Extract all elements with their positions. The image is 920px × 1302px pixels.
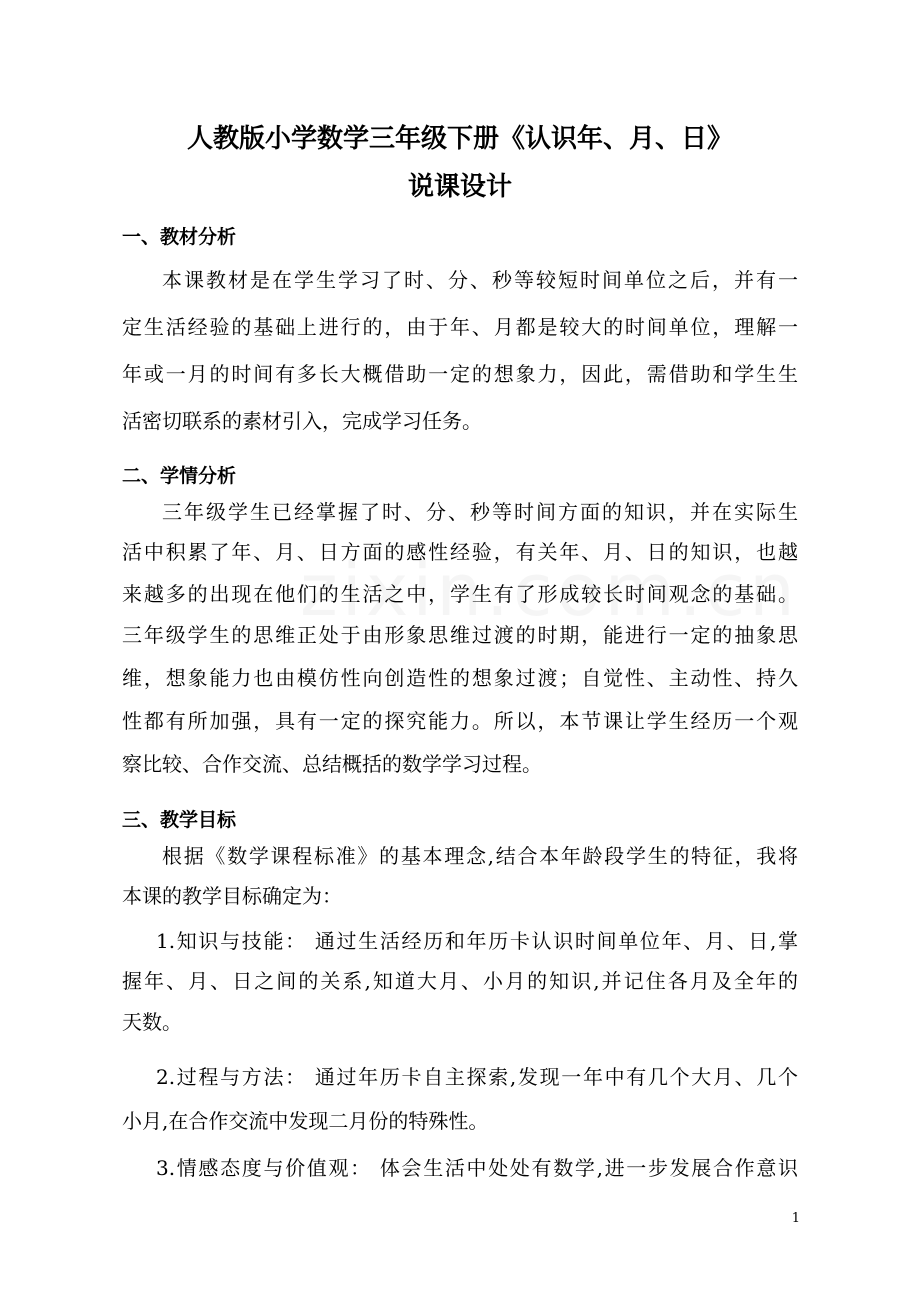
paragraph-line: 本课的教学目标确定为：	[122, 884, 342, 908]
document-subtitle: 说课设计	[407, 172, 512, 202]
paragraph-line: 小月,在合作交流中发现二月份的特殊性。	[122, 1109, 489, 1133]
paragraph-line: 察比较、合作交流、总结概括的数学学习过程。	[122, 752, 542, 776]
paragraph-line: 性都有所加强，具有一定的探究能力。所以，本节课让学生经历一个观	[122, 709, 798, 733]
paragraph-line: 定生活经验的基础上进行的，由于年、月都是较大的时间单位，理解一	[122, 315, 798, 339]
paragraph-line: 握年、月、日之间的关系,知道大月、小月的知识,并记住各月及全年的	[122, 969, 798, 993]
paragraph-line: 本课教材是在学生学习了时、分、秒等较短时间单位之后，并有一	[162, 268, 798, 292]
paragraph-line: 三年级学生的思维正处于由形象思维过渡的时期，能进行一定的抽象思	[122, 623, 798, 647]
goal-process-methods: 2.过程与方法： 通过年历卡自主探索,发现一年中有几个大月、几个	[156, 1065, 798, 1089]
page-number: 1	[791, 1211, 800, 1226]
goal-emotion-values: 3.情感态度与价值观： 体会生活中处处有数学,进一步发展合作意识	[156, 1156, 798, 1180]
section-heading-teaching-goals: 三、教学目标	[122, 809, 237, 831]
paragraph-line: 活密切联系的素材引入，完成学习任务。	[122, 409, 482, 433]
section-heading-student-analysis: 二、学情分析	[122, 465, 237, 487]
paragraph-line: 活中积累了年、月、日方面的感性经验，有关年、月、日的知识，也越	[122, 540, 798, 564]
document-title: 人教版小学数学三年级下册《认识年、月、日》	[186, 124, 733, 154]
paragraph-line: 天数。	[122, 1010, 182, 1034]
paragraph-line: 根据《数学课程标准》的基本理念,结合本年龄段学生的特征，我将	[162, 844, 798, 868]
paragraph-line: 三年级学生已经掌握了时、分、秒等时间方面的知识，并在实际生	[162, 500, 798, 524]
goal-knowledge-skills: 1.知识与技能： 通过生活经历和年历卡认识时间单位年、月、日,掌	[156, 929, 798, 953]
paragraph-line: 年或一月的时间有多长大概借助一定的想象力，因此，需借助和学生生	[122, 362, 798, 386]
paragraph-line: 维，想象能力也由模仿性向创造性的想象过渡；自觉性、主动性、持久	[122, 666, 798, 690]
section-heading-textbook-analysis: 一、教材分析	[122, 226, 237, 248]
paragraph-line: 来越多的出现在他们的生活之中，学生有了形成较长时间观念的基础。	[122, 582, 798, 606]
